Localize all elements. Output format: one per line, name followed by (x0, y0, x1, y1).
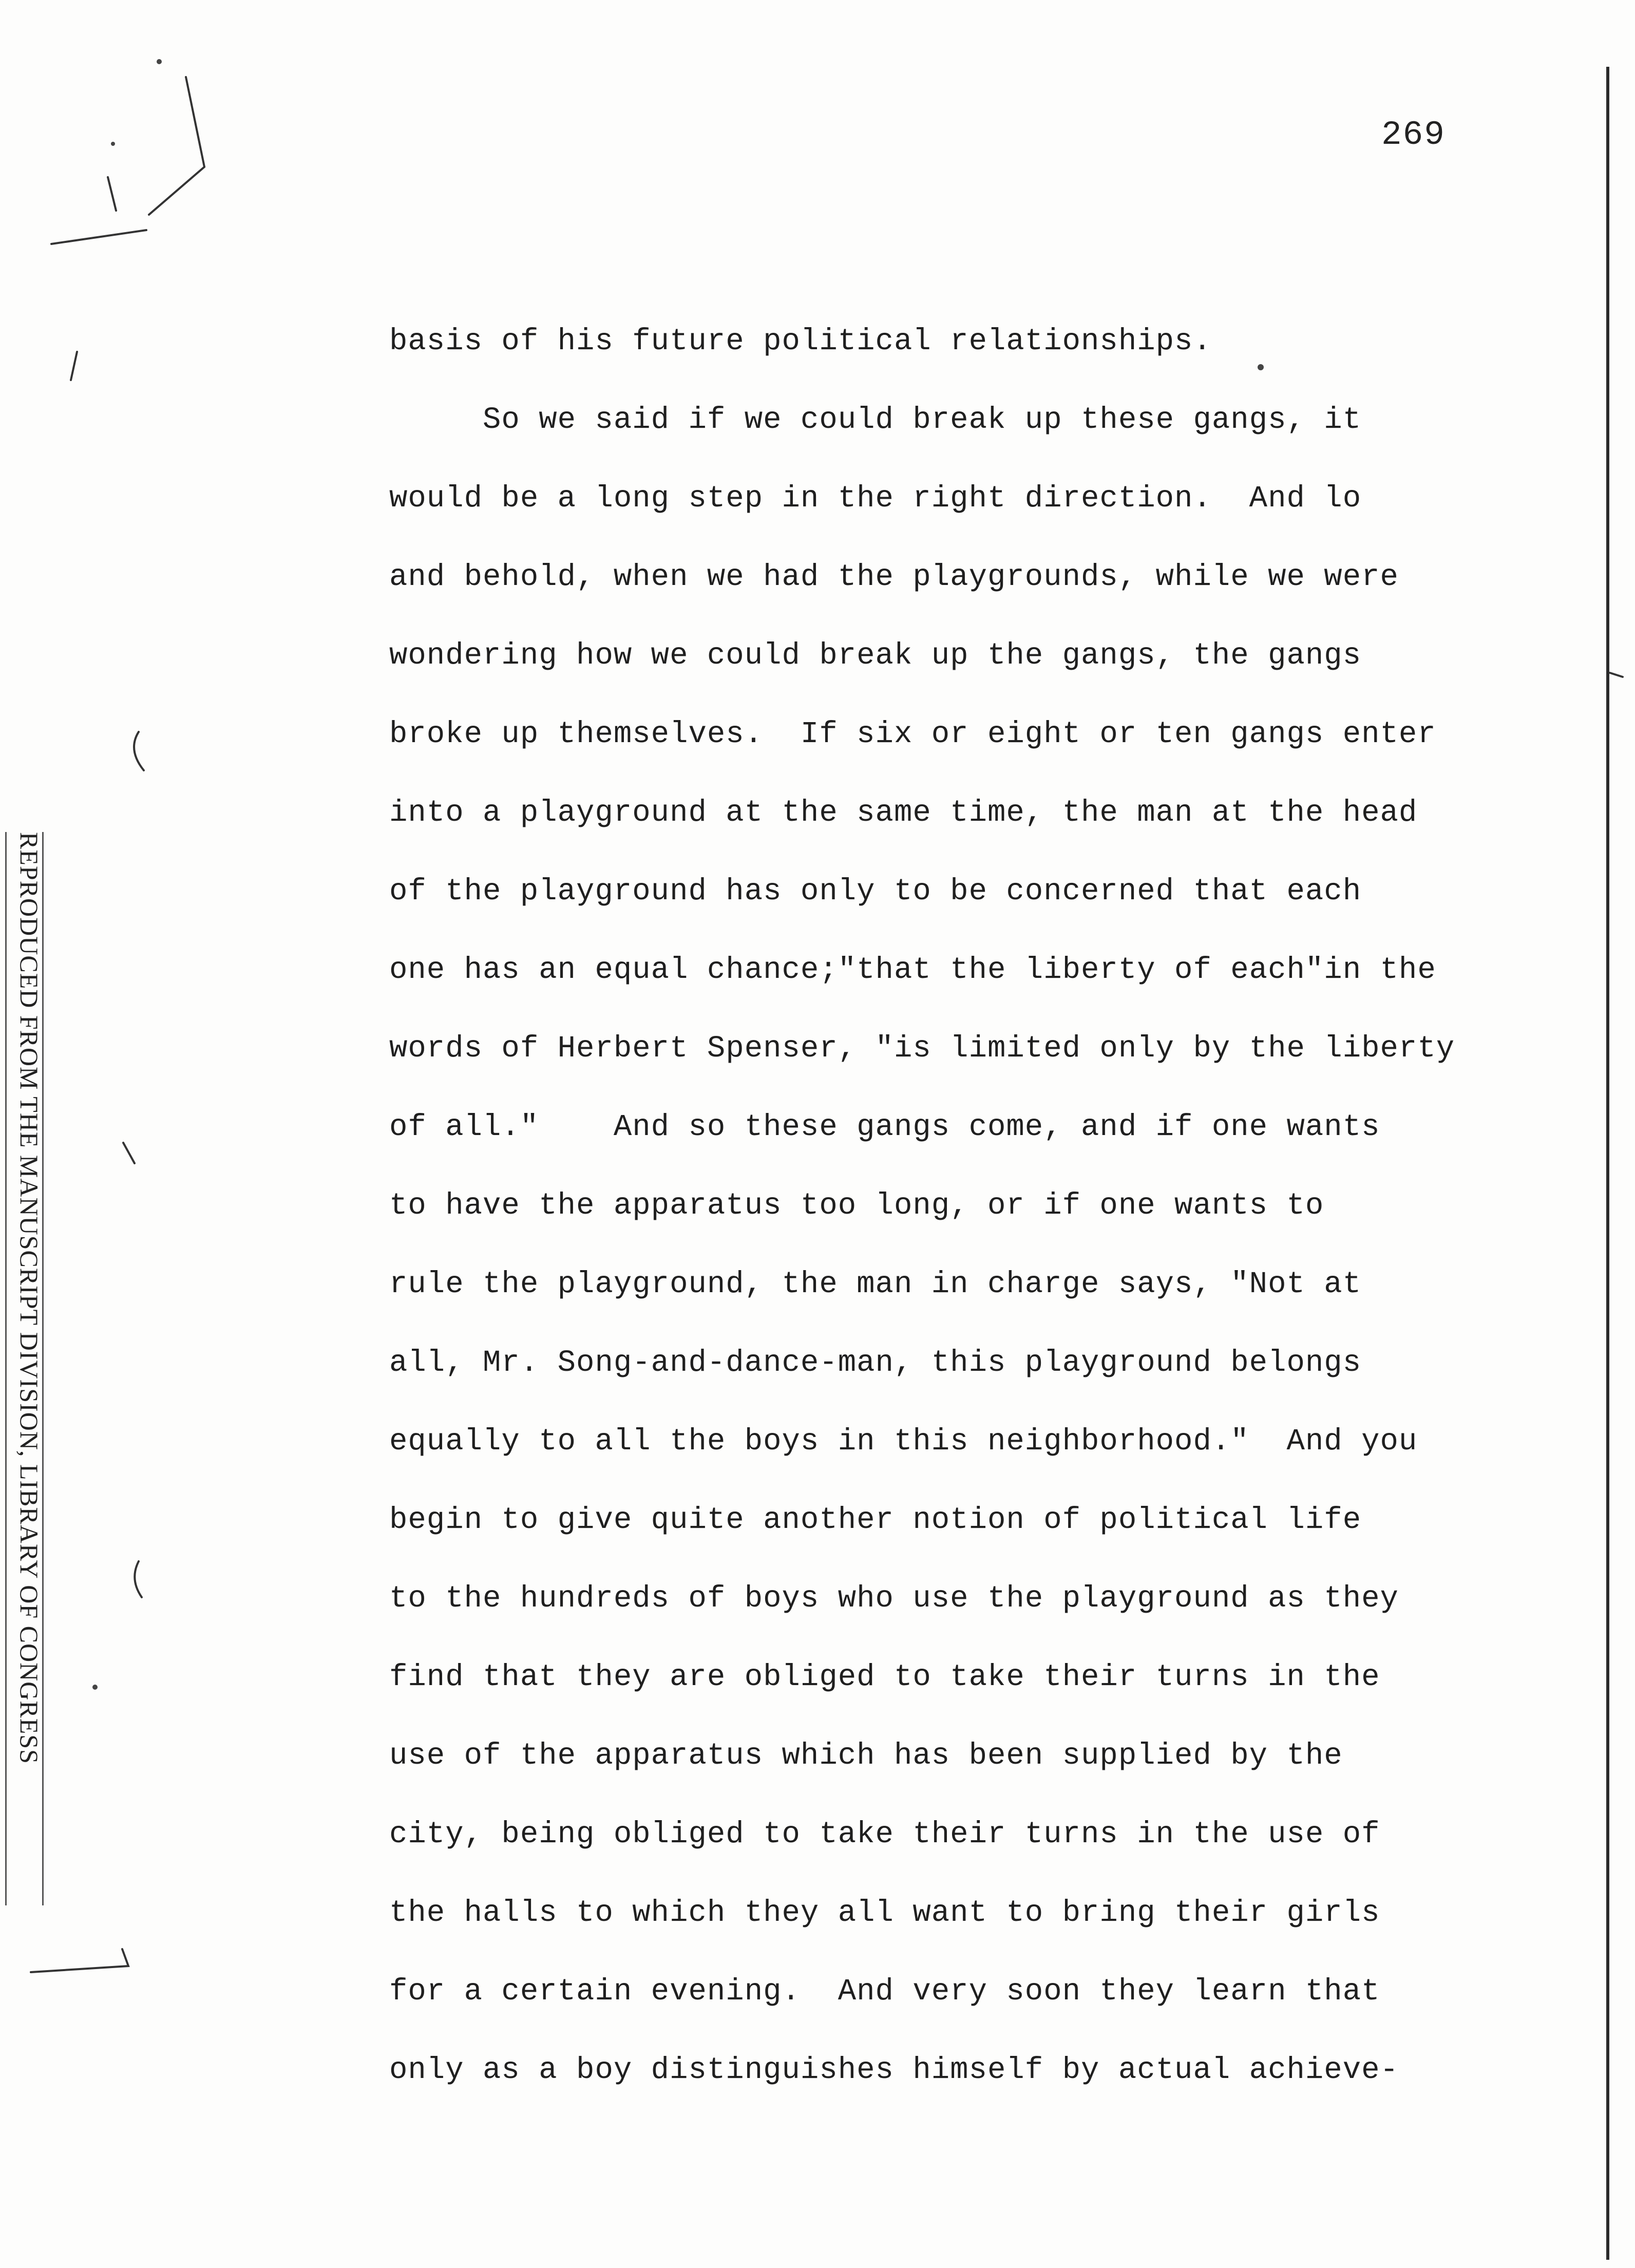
text-line: the halls to which they all want to bring their girls (389, 1896, 1380, 1930)
text-line: use of the apparatus which has been supplied by the (389, 1738, 1343, 1773)
text-line: to the hundreds of boys who use the playground as they (389, 1581, 1399, 1616)
text-line: equally to all the boys in this neighborhood." And you (389, 1424, 1418, 1459)
text-line: only as a boy distinguishes himself by actual achieve- (389, 2053, 1399, 2087)
text-line: basis of his future political relationships. (389, 324, 1212, 358)
text-line: all, Mr. Song-and-dance-man, this playground belongs (389, 1346, 1362, 1380)
binding-rule-left (5, 832, 7, 1905)
text-line: would be a long step in the right direction. And lo (389, 481, 1362, 516)
text-line: So we said if we could break up these gangs, it (389, 403, 1362, 437)
text-line: one has an equal chance;"that the liberty of each"in the (389, 953, 1436, 987)
text-line: find that they are obliged to take their turns in the (389, 1660, 1380, 1694)
page-number: 269 (1381, 116, 1446, 154)
page-right-edge (1606, 67, 1609, 2260)
text-line: words of Herbert Spenser, "is limited only by the liberty (389, 1031, 1455, 1066)
text-line: begin to give quite another notion of political life (389, 1503, 1362, 1537)
text-line: for a certain evening. And very soon they learn that (389, 1974, 1380, 2009)
text-line: of all." And so these gangs come, and if one wants (389, 1110, 1380, 1144)
text-line: to have the apparatus too long, or if one wants to (389, 1188, 1324, 1223)
text-line: broke up themselves. If six or eight or ten gangs enter (389, 717, 1436, 751)
reproduction-stamp: REPRODUCED FROM THE MANUSCRIPT DIVISION, LIBRARY OF CONGRESS (15, 832, 44, 1764)
text-line: into a playground at the same time, the man at the head (389, 796, 1418, 830)
body-text (389, 302, 1529, 2109)
text-line: and behold, when we had the playgrounds, while we were (389, 560, 1399, 594)
text-line: of the playground has only to be concerned that each (389, 874, 1362, 909)
text-line: rule the playground, the man in charge says, "Not at (389, 1267, 1362, 1301)
text-line: city, being obliged to take their turns in the use of (389, 1817, 1380, 1851)
binding-strip (5, 832, 44, 1905)
text-line: wondering how we could break up the gangs, the gangs (389, 638, 1362, 673)
